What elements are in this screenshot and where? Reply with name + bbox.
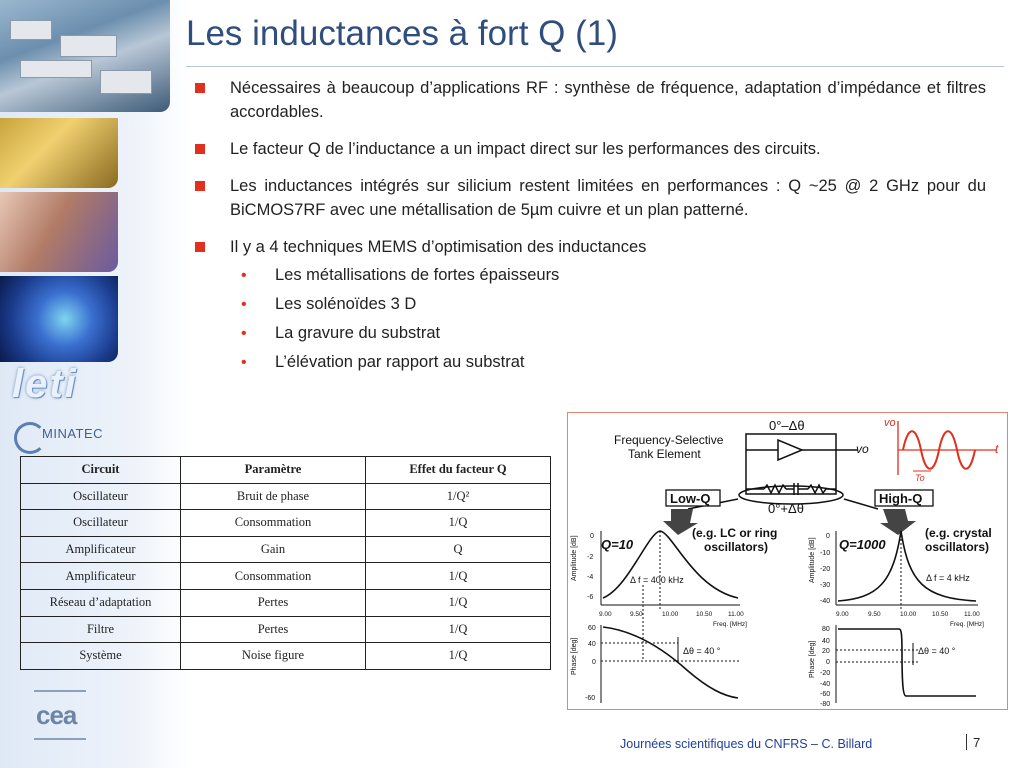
left-df-label: Δ f = 400 kHz [630, 575, 684, 585]
sub-bullet-item: • L’élévation par rapport au substrat [193, 348, 986, 377]
cell-parametre: Pertes [181, 589, 366, 616]
bullet-item: Le facteur Q de l’inductance a un impact direct sur les performances des circuits. [193, 137, 986, 161]
dot-bullet-icon: • [241, 325, 247, 342]
dot-bullet-icon: • [241, 354, 247, 371]
tank-label-1: Frequency-Selective [614, 433, 724, 447]
campus-aerial-photo [0, 0, 170, 112]
svg-text:40: 40 [588, 641, 596, 648]
vo-wave-label: vo [884, 417, 896, 429]
cell-effet: 1/Q [366, 616, 551, 643]
cea-logo: cea [34, 690, 86, 742]
high-q-examples-2: oscillators) [925, 540, 990, 554]
left-amp-axis-label: Amplitude [dB] [571, 535, 578, 581]
bullet-item: Il y a 4 techniques MEMS d’optimisation des inductances [193, 235, 986, 259]
tank-label-2: Tank Element [628, 447, 701, 461]
cell-circuit: Réseau d’adaptation [21, 589, 181, 616]
slide-title: Les inductances à fort Q (1) [186, 14, 618, 53]
svg-text:-40: -40 [820, 681, 831, 688]
svg-text:80: 80 [822, 626, 830, 633]
cell-parametre: Pertes [181, 616, 366, 643]
oscillation-waveform [898, 421, 996, 475]
svg-text:-80: -80 [820, 701, 831, 708]
cell-circuit: Oscillateur [21, 483, 181, 510]
svg-text:10.00: 10.00 [900, 611, 917, 618]
arrow-high-q [844, 499, 878, 509]
svg-text:-60: -60 [585, 695, 596, 702]
vo-label: vo [856, 442, 869, 456]
q1000-label: Q=1000 [839, 537, 886, 552]
phase-top-label: 0°–Δθ [769, 418, 805, 433]
cell-parametre: Consommation [181, 563, 366, 590]
minatec-logo: MINATEC [14, 420, 114, 456]
header-parametre: Paramètre [181, 457, 366, 484]
svg-text:0: 0 [592, 659, 596, 666]
cell-parametre: Bruit de phase [181, 483, 366, 510]
sub-bullet-item: • Les solénoïdes 3 D [193, 290, 986, 319]
low-q-label: Low-Q [670, 491, 711, 506]
cell-effet: Q [366, 536, 551, 563]
svg-text:9.00: 9.00 [599, 611, 612, 618]
cell-parametre: Gain [181, 536, 366, 563]
cell-circuit: Amplificateur [21, 563, 181, 590]
table-header-row [21, 457, 551, 484]
table-row [21, 510, 551, 537]
svg-text:-30: -30 [820, 582, 831, 589]
svg-text:-60: -60 [820, 691, 831, 698]
svg-text:10.50: 10.50 [696, 611, 713, 618]
leti-logo: leti [12, 362, 78, 406]
cell-effet: 1/Q [366, 510, 551, 537]
svg-text:-20: -20 [820, 566, 831, 573]
sub-bullet-item: • Les métallisations de fortes épaisseurs [193, 261, 986, 290]
right-dtheta-label: Δθ = 40 ° [918, 646, 956, 656]
t-axis-label: t [995, 442, 999, 456]
table-row [21, 643, 551, 670]
svg-text:-4: -4 [587, 574, 594, 581]
svg-text:-6: -6 [587, 594, 594, 601]
phase-bottom-label: 0°+Δθ [768, 501, 804, 516]
square-bullet-icon [195, 242, 205, 252]
left-dtheta-label: Δθ = 40 ° [683, 646, 721, 656]
header-effet: Effet du facteur Q [366, 457, 551, 484]
svg-text:9.00: 9.00 [836, 611, 849, 618]
table-row [21, 483, 551, 510]
bullet-list [193, 76, 986, 377]
cell-circuit: Oscillateur [21, 510, 181, 537]
title-divider [186, 66, 1004, 67]
right-freq-label: Freq. [MHz] [950, 621, 984, 628]
svg-text:-2: -2 [587, 554, 594, 561]
svg-text:9.50: 9.50 [630, 611, 643, 618]
low-q-examples-1: (e.g. LC or ring [692, 526, 778, 540]
sub-bullet-item: • La gravure du substrat [193, 319, 986, 348]
silicon-wafer-photo [0, 276, 118, 362]
cell-circuit: Système [21, 643, 181, 670]
svg-text:11.00: 11.00 [964, 611, 980, 618]
cell-parametre: Noise figure [181, 643, 366, 670]
q-factor-figure [567, 412, 1008, 710]
svg-text:60: 60 [588, 625, 596, 632]
cell-effet: 1/Q² [366, 483, 551, 510]
svg-text:-40: -40 [820, 598, 831, 605]
footer-credit: Journées scientifiques du CNFRS – C. Billard [620, 737, 873, 751]
svg-text:10.50: 10.50 [932, 611, 949, 618]
period-label: To [915, 473, 925, 483]
high-q-phase-plot [836, 625, 976, 703]
left-freq-label: Freq. [MHz] [713, 621, 747, 628]
square-bullet-icon [195, 181, 205, 191]
right-df-label: Δ f = 4 kHz [926, 573, 970, 583]
svg-text:10.00: 10.00 [662, 611, 679, 618]
page-number: 7 [973, 735, 981, 750]
cell-effet: 1/Q [366, 563, 551, 590]
cell-circuit: Amplificateur [21, 536, 181, 563]
table-row [21, 616, 551, 643]
bullet-item: Les inductances intégrés sur silicium restent limitées en performances : Q ~25 @ 2 GHz pour du BiCMOS7RF avec une métallisation de 5µm cuivre et un plan patterné. [193, 174, 986, 222]
dot-bullet-icon: • [241, 296, 247, 313]
header-circuit: Circuit [21, 457, 181, 484]
svg-text:-20: -20 [820, 670, 831, 677]
cell-parametre: Consommation [181, 510, 366, 537]
cell-effet: 1/Q [366, 589, 551, 616]
left-phase-axis-label: Phase [deg] [571, 637, 578, 675]
cell-effet: 1/Q [366, 643, 551, 670]
q-factor-table [20, 456, 551, 670]
table-row [21, 589, 551, 616]
table-row [21, 563, 551, 590]
q10-label: Q=10 [601, 537, 634, 552]
page-number-divider [966, 734, 967, 750]
bullet-item: Nécessaires à beaucoup d’applications RF : synthèse de fréquence, adaptation d’impédance et filtres accordables. [193, 76, 986, 124]
high-q-examples-1: (e.g. crystal [925, 526, 992, 540]
square-bullet-icon [195, 144, 205, 154]
right-amp-axis-label: Amplitude [dB] [809, 537, 816, 583]
svg-text:20: 20 [822, 648, 830, 655]
svg-text:9.50: 9.50 [868, 611, 881, 618]
low-q-examples-2: oscillators) [704, 540, 769, 554]
svg-text:40: 40 [822, 638, 830, 645]
high-q-label: High-Q [879, 491, 923, 506]
right-phase-axis-label: Phase [deg] [809, 640, 816, 678]
svg-text:0: 0 [826, 659, 830, 666]
svg-text:0: 0 [590, 533, 594, 540]
svg-text:0: 0 [826, 533, 830, 540]
lab-researcher-photo [0, 192, 118, 272]
svg-text:11.00: 11.00 [728, 611, 744, 618]
svg-text:-10: -10 [820, 550, 831, 557]
cell-circuit: Filtre [21, 616, 181, 643]
dot-bullet-icon: • [241, 267, 247, 284]
cleanroom-photo [0, 118, 118, 188]
square-bullet-icon [195, 83, 205, 93]
big-arrow-right [880, 509, 916, 535]
table-row [21, 536, 551, 563]
